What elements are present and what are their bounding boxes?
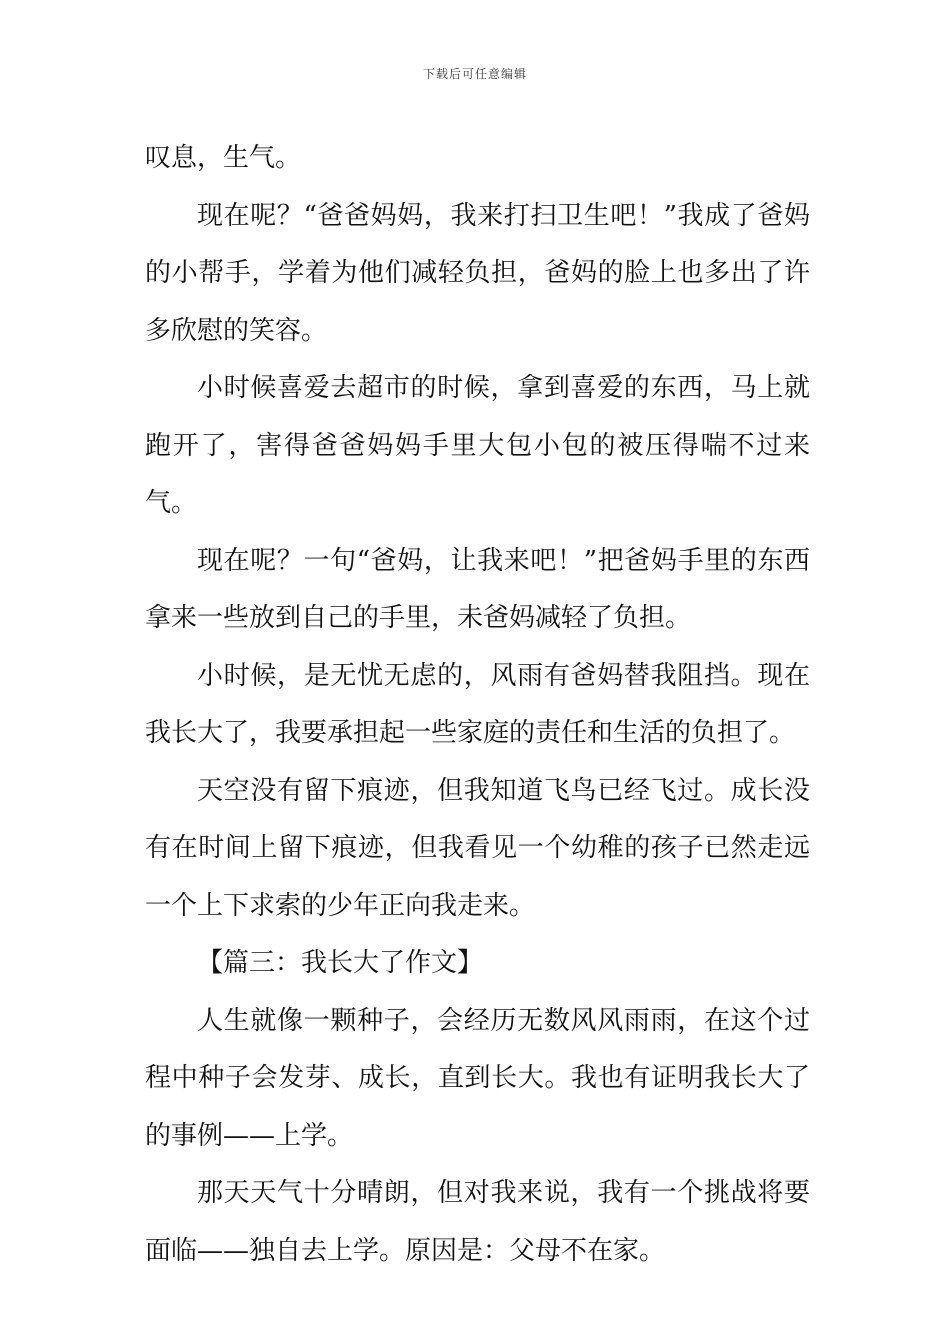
document-body <box>145 130 810 1280</box>
paragraph: 那天天气十分晴朗，但对我来说，我有一个挑战将要面临——独自去上学。原因是：父母不在家。 <box>145 1178 810 1266</box>
paragraph-continued: 叹息，生气。 <box>145 143 302 173</box>
paragraph: 人生就像一颗种子，会经历无数风风雨雨，在这个过程中种子会发芽、成长，直到长大。我也有证明我长大了的事例——上学。 <box>145 1005 810 1151</box>
page-header: 下载后可任意编辑 <box>422 67 527 81</box>
paragraph: 现在呢？“爸爸妈妈，我来打扫卫生吧！”我成了爸妈的小帮手，学着为他们减轻负担，爸妈的脸上也多出了许多欣慰的笑容。 <box>145 200 810 346</box>
paragraph: 天空没有留下痕迹，但我知道飞鸟已经飞过。成长没有在时间上留下痕迹，但我看见一个幼稚的孩子已然走远一个上下求索的少年正向我走来。 <box>145 775 810 921</box>
section-heading: 【篇三：我长大了作文】 <box>197 948 484 978</box>
paragraph: 小时候，是无忧无虑的，风雨有爸妈替我阻挡。现在我长大了，我要承担起一些家庭的责任和生活的负担了。 <box>145 660 810 748</box>
paragraph: 小时候喜爱去超市的时候，拿到喜爱的东西，马上就跑开了，害得爸爸妈妈手里大包小包的被压得喘不过来气。 <box>145 373 810 518</box>
paragraph: 现在呢？一句“爸妈，让我来吧！”把爸妈手里的东西拿来一些放到自己的手里，未爸妈减轻了负担。 <box>145 545 810 633</box>
